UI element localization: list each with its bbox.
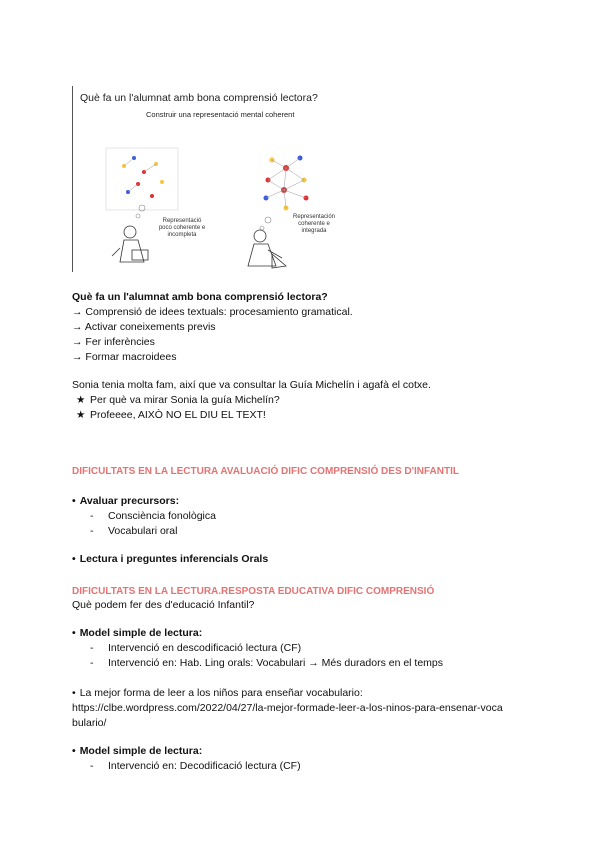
note-text: • La mejor forma de leer a los niños para enseñar vocabulario:: [72, 686, 503, 701]
subheading: • Model simple de lectura:: [72, 626, 443, 641]
comprehension-figure: [72, 86, 372, 272]
section-heading: Què fa un l'alumnat amb bona comprensió lectora?: [72, 291, 328, 303]
example-sentence: Sonia tenia molta fam, així que va consultar la Guía Michelín i agafà el cotxe.: [72, 379, 431, 391]
list-item: - Intervenció en: Decodificació lectura (CF): [72, 759, 301, 774]
list-item: - Consciència fonològica: [72, 509, 216, 524]
figure-subtitle: Construir una representació mental coherent: [146, 110, 295, 119]
section-heading-evaluation: DIFICULTATS EN LA LECTURA AVALUACIÓ DIFIC COMPRENSIÓ DES D'INFANTIL: [72, 466, 459, 477]
right-child-figure: [248, 230, 286, 268]
list-item: → Fer inferències: [72, 336, 155, 348]
list-item: - Vocabulari oral: [72, 524, 216, 539]
section-heading-response: DIFICULTATS EN LA LECTURA.RESPOSTA EDUCATIVA DIFIC COMPRENSIÓ: [72, 586, 435, 597]
resource-link-continued[interactable]: bulario/: [72, 717, 107, 729]
left-child-figure: [112, 226, 148, 262]
list-item: → Activar coneixements previs: [72, 321, 216, 333]
star-icon: ★: [76, 409, 86, 421]
resource-link[interactable]: https://clbe.wordpress.com/2022/04/27/la-mejor-formade-leer-a-los-ninos-para-ensenar-voca: [72, 702, 503, 714]
subheading: • Lectura i preguntes inferencials Orals: [72, 552, 268, 567]
list-item: ★ Per què va mirar Sonia la guía Michelín?: [76, 394, 280, 406]
left-thought-bubble: [106, 148, 178, 218]
list-item: - Intervenció en descodificació lectura (CF): [72, 641, 443, 656]
subheading: • Avaluar precursors:: [72, 494, 216, 509]
list-item: - Intervenció en: Hab. Ling orals: Vocabulari → Més duradors en el temps: [72, 656, 443, 671]
section-model-2: [72, 744, 301, 774]
vocabulary-note: [72, 686, 503, 731]
left-caption: Representació poco coherente e incompleta: [158, 218, 206, 238]
right-caption: Representación coherente e integrada: [292, 214, 336, 234]
figure-title: Què fa un l'alumnat amb bona comprensió lectora?: [80, 92, 318, 104]
section-comprehension: [72, 290, 353, 365]
star-icon: ★: [76, 394, 86, 406]
section-model: [72, 626, 443, 671]
list-item: → Formar macroidees: [72, 351, 177, 363]
example-block: [72, 378, 431, 423]
section-evaluation: [72, 494, 216, 539]
section-question: Què podem fer des d'educació Infantil?: [72, 599, 255, 611]
list-item: → Comprensió de idees textuals: procesamiento gramatical.: [72, 306, 353, 318]
subheading: • Model simple de lectura:: [72, 744, 301, 759]
list-item: ★ Profeeee, AIXÒ NO EL DIU EL TEXT!: [76, 409, 266, 421]
figure-illustration: [72, 86, 372, 272]
